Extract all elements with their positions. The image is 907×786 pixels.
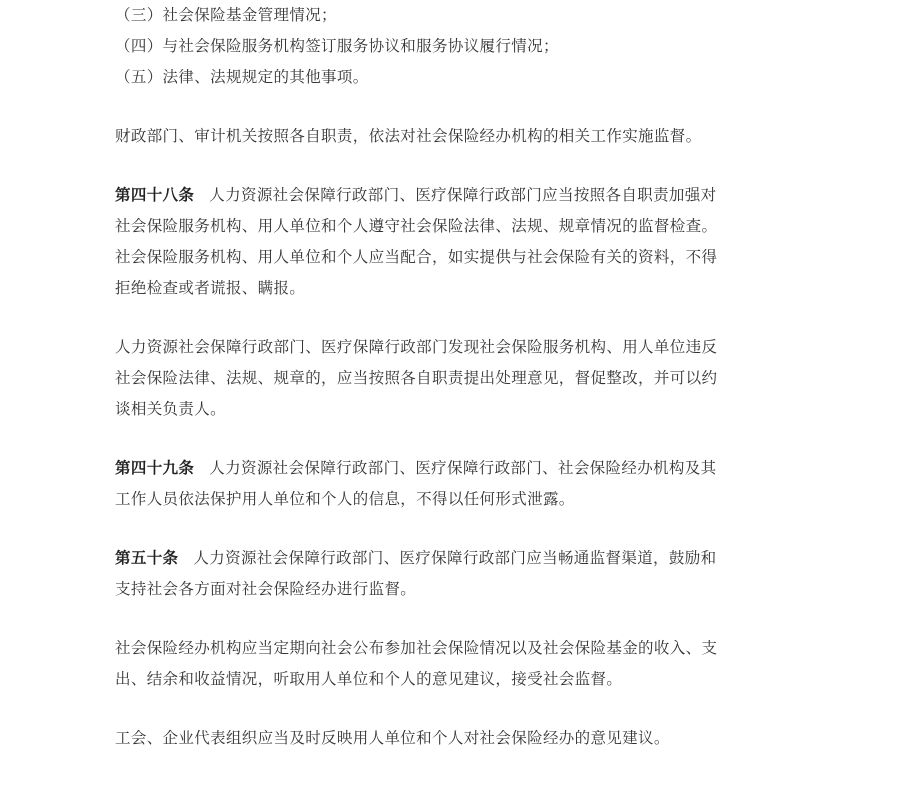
paragraph-violations: 谈相关负责人。 [115, 400, 226, 418]
list-item: （三）社会保险基金管理情况； [115, 6, 337, 24]
article-50-text: 人力资源社会保障行政部门、医疗保障行政部门应当畅通监督渠道，鼓励和 [193, 549, 717, 567]
article-49-text: 人力资源社会保障行政部门、医疗保障行政部门、社会保险经办机构及其 [209, 459, 717, 477]
article-50-title: 第五十条 [115, 549, 179, 567]
article-50-line [115, 543, 795, 574]
paragraph-violations: 人力资源社会保障行政部门、医疗保障行政部门发现社会保险服务机构、用人单位违反 [115, 338, 718, 356]
article-48-line: 社会保险服务机构、用人单位和个人遵守社会保险法律、法规、规章情况的监督检查。 [115, 217, 718, 235]
paragraph-unions: 工会、企业代表组织应当及时反映用人单位和个人对社会保险经办的意见建议。 [115, 729, 670, 747]
article-48-line [115, 180, 795, 211]
paragraph-public-disclosure: 社会保险经办机构应当定期向社会公布参加社会保险情况以及社会保险基金的收入、支 [115, 639, 718, 657]
article-48-line: 社会保险服务机构、用人单位和个人应当配合，如实提供与社会保险有关的资料，不得 [115, 248, 718, 266]
article-49-line: 工作人员依法保护用人单位和个人的信息，不得以任何形式泄露。 [115, 490, 575, 508]
article-48-title: 第四十八条 [115, 186, 195, 204]
paragraph-finance-audit: 财政部门、审计机关按照各自职责，依法对社会保险经办机构的相关工作实施监督。 [115, 127, 702, 145]
article-48-text: 人力资源社会保障行政部门、医疗保障行政部门应当按照各自职责加强对 [209, 186, 717, 204]
article-50-line: 支持社会各方面对社会保险经办进行监督。 [115, 580, 417, 598]
list-item: （四）与社会保险服务机构签订服务协议和服务协议履行情况； [115, 37, 559, 55]
article-49-title: 第四十九条 [115, 459, 195, 477]
article-49-line [115, 453, 795, 484]
list-item: （五）法律、法规规定的其他事项。 [115, 68, 369, 86]
document-body [115, 0, 795, 754]
paragraph-public-disclosure: 出、结余和收益情况，听取用人单位和个人的意见建议，接受社会监督。 [115, 670, 623, 688]
article-48-line: 拒绝检查或者谎报、瞒报。 [115, 279, 306, 297]
paragraph-violations: 社会保险法律、法规、规章的，应当按照各自职责提出处理意见，督促整改，并可以约 [115, 369, 718, 387]
